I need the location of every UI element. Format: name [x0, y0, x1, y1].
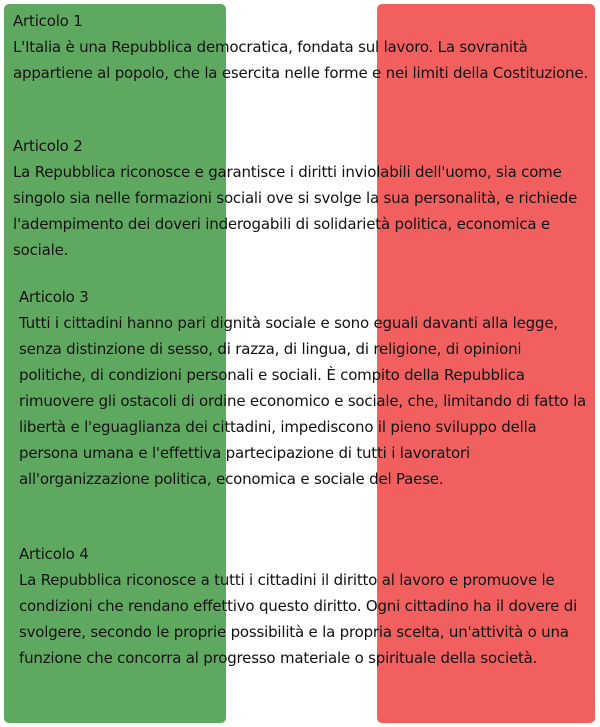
article-title: Articolo 2: [13, 137, 83, 155]
article-text: La Repubblica riconosce a tutti i cittadini il diritto al lavoro e promuove le condizioni che rendano effettivo questo diritto. Ogni cittadino ha il dovere di svolgere, secondo le proprie possibilità e la propria scelta, un'attività o una funzione che concorra al progresso materiale o spirituale della società.: [19, 571, 578, 667]
article-2: [13, 133, 595, 263]
article-title: Articolo 3: [19, 288, 89, 306]
article-title: Articolo 1: [13, 12, 83, 30]
article-1: [13, 8, 591, 86]
article-text: L'Italia è una Repubblica democratica, fondata sul lavoro. La sovranità appartiene al popolo, che la esercita nelle forme e nei limiti della Costituzione.: [13, 38, 588, 82]
article-text: La Repubblica riconosce e garantisce i diritti inviolabili dell'uomo, sia come singolo sia nelle formazioni sociali ove si svolge la sua personalità, e richiede l'adempimento dei doveri inderogabili di solidarietà politica, economica e sociale.: [13, 163, 578, 259]
article-3: [19, 284, 589, 492]
article-text: Tutti i cittadini hanno pari dignità sociale e sono eguali davanti alla legge, senza distinzione di sesso, di razza, di lingua, di religione, di opinioni politiche, di condizioni personali e sociali. È compito della Repubblica rimuovere gli ostacoli di ordine economico e sociale, che, limitando di fatto la libertà e l'eguaglianza dei cittadini, impediscono il pieno sviluppo della persona umana e l'effettiva partecipazione di tutti i lavoratori all'organizzazione politica, economica e sociale del Paese.: [19, 314, 587, 488]
article-4: [19, 541, 579, 671]
article-title: Articolo 4: [19, 545, 89, 563]
